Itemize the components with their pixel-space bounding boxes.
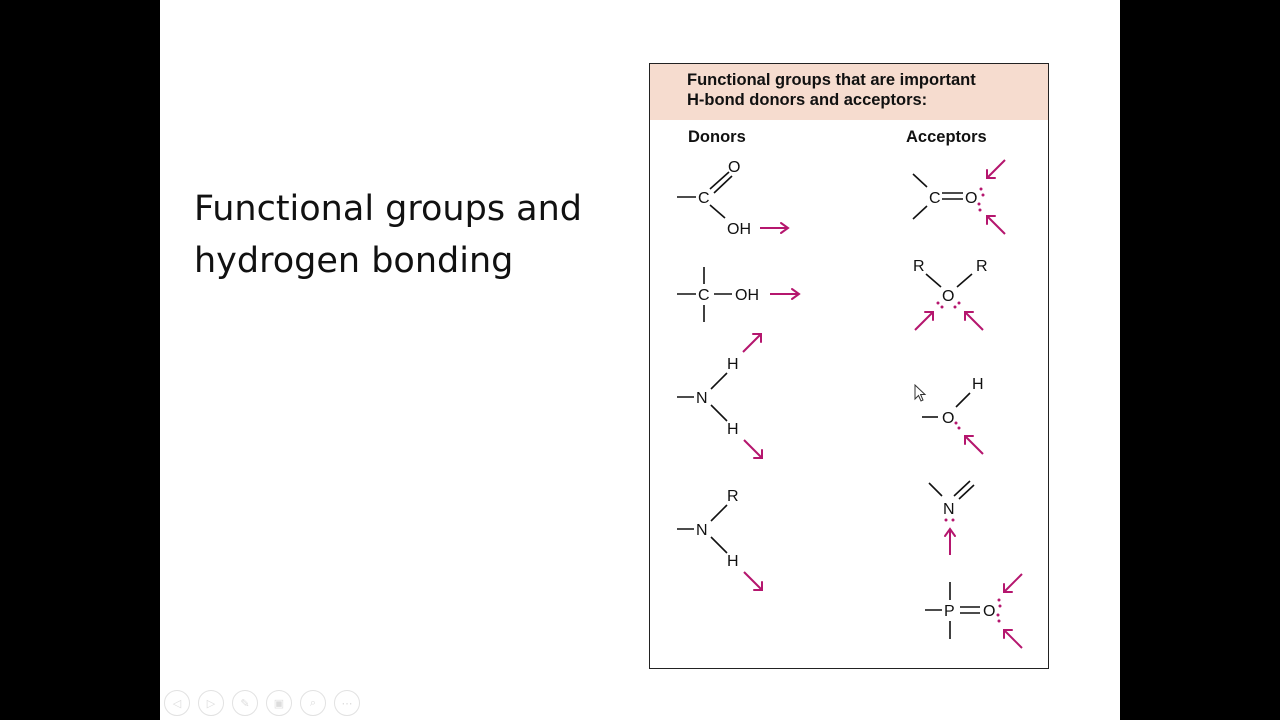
figure-header-text: Functional groups that are important H-bond donors and acceptors: [687,71,976,109]
previous-icon: ◁ [172,697,182,710]
svg-text:C: C [929,190,941,207]
donor-arrow [744,440,762,458]
svg-text:N: N [943,501,955,518]
acceptor-phosphoryl [925,574,1022,648]
previous-slide-button[interactable] [164,690,190,716]
pen-icon: ✎ [240,697,250,710]
acceptor-arrow [987,160,1005,178]
donor-amine-nh2 [677,334,762,458]
svg-text:H: H [972,376,984,393]
acceptor-arrow [945,529,955,555]
svg-text:H: H [727,553,739,570]
svg-text:R: R [727,488,739,505]
acceptor-arrow [1004,574,1022,592]
svg-text:N: N [696,522,708,539]
zoom-button[interactable] [300,690,326,716]
acceptor-arrow [1004,630,1022,648]
svg-text:R: R [976,258,988,275]
svg-text:OH: OH [727,221,751,238]
svg-text:H: H [727,356,739,373]
structures-diagram [650,64,1048,668]
slide-title: Functional groups and hydrogen bonding [194,189,583,281]
acceptor-arrow [965,436,983,454]
svg-text:C: C [698,287,710,304]
acceptor-arrow [987,216,1005,234]
slides-icon: ▣ [273,697,285,710]
acceptor-arrow [965,312,983,330]
svg-text:O: O [728,159,741,176]
svg-text:N: N [696,390,708,407]
hbond-figure [649,63,1049,669]
mouse-cursor-icon [914,384,928,404]
donor-arrow [744,572,762,590]
acceptor-imine [929,481,974,555]
acceptors-heading: Acceptors [906,128,987,146]
acceptor-hydroxyl [922,376,984,454]
svg-text:P: P [944,603,955,620]
donor-amine-nrh [677,488,762,590]
acceptor-arrow [915,312,933,330]
donor-alcohol [677,267,799,322]
acceptor-carbonyl [913,160,1005,234]
slideshow-controls [164,690,360,716]
donors-heading: Donors [688,128,746,146]
pen-tool-button[interactable] [232,690,258,716]
donor-arrow [743,334,761,352]
svg-text:H: H [727,421,739,438]
more-icon: ⋯ [341,697,353,710]
next-slide-button[interactable] [198,690,224,716]
svg-text:O: O [965,190,978,207]
more-options-button[interactable] [334,690,360,716]
donor-arrow [770,289,799,299]
donor-arrow [760,223,788,233]
svg-text:R: R [913,258,925,275]
next-icon: ▷ [206,697,216,710]
svg-text:O: O [942,410,955,427]
svg-text:OH: OH [735,287,759,304]
acceptor-ether [913,258,988,330]
svg-text:O: O [983,603,996,620]
zoom-icon: ⌕ [309,696,317,709]
donor-carboxylic-acid [677,159,788,238]
svg-text:O: O [942,288,955,305]
svg-text:C: C [698,190,710,207]
slide [160,0,1120,720]
see-all-slides-button[interactable] [266,690,292,716]
